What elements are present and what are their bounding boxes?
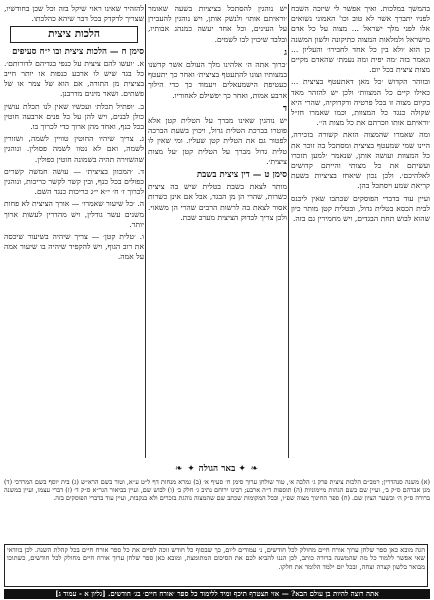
column-left	[4, 4, 144, 458]
column-divider	[288, 4, 289, 458]
section-title-box: הלכות ציצית	[10, 26, 138, 42]
paragraph: ועיין עוד בדברי הפוסקים שכתבו שאין ליכנס לבית הכסא בטלית גדול, ובטלית קטן מותר כיון שהוא לבוש תחת הבגדים, ויש מחמירין גם בזה.	[291, 193, 430, 224]
paragraph: מותר לצאת בשבת בטלית שיש בה ציצית כשרות, שהרי הן מן הבגד, אבל אם אינן כשרות אסור לצאת בה לרשות הרבים שהרי הן משאוי. ולכן צריך לבדוק הציצית מערב שבת.	[148, 182, 287, 222]
paragraph: ׳ברוך אתה ה׳ אלהינו מלך העולם אשר קדשנו במצותיו וצונו להתעטף בציצית׳ ואחר כך יתעטף כעטיפת הישמעאלים ויעמוד כך כדי הילוך ארבע אמות, ואחר כך יפשילם לאחוריו.	[148, 60, 287, 100]
paragraph: א. ׳ועשו להם ציצית על כנפי בגדיהם לדורותם׳. כל בגד שיש לו ארבע כנפות או יותר חייב בציצית מן התורה, אם הוא של צמר או של פשתים. ושאר מינים מדרבנן.	[4, 58, 144, 99]
notice-box: הגה מובא כאן ספר שלחן ערוך אורח חיים מחולק לכל חודשים, נ׳ עמודים ליום, כך שבסוף כל חודש זוכה לסיים את כל ספר אורח חיים בכל קהלת השנה. לכן בוודאי שאי אפשר ללמוד כל מה שהמשנה ברורה כותב, לכן הננו להביא לכם את הסיכום המתומצת, ומובא כאן ספר שלחן ערוך אורח חיים מחולק לכל חודשים, כשתוכו מבואר בלשון קצרה וצחה, ובכל יום ילמד הלומד את חלקו.	[4, 544, 428, 587]
paragraph: יש נוהגין להסתכל בציציות בשעה שאומר ׳וראיתם אותו׳ ולנשק אותן, ויש נוהגין להעבירן על העינים, וכל אחד יעשה כמנהג אבותיו, ובלבד שיכוין לבו לשמים.	[148, 4, 287, 44]
paragraph: ומה שאמרו שהמצוה הזאת קשורה בזכירה, היינו שמי שמעטף בציצית ומסתכל בה זוכר את כל המצוות ועושה אותן, שנאמר ׳למען תזכרו ועשיתם את כל מצותי והייתם קדושים לאלהיכם׳. ולכן נכון שיאחז בציציות בשעת קריאת שמע ויסתכל בהן.	[291, 130, 430, 191]
section-heading: סימן ט — דין ציצית בשבת	[196, 170, 287, 181]
column-divider	[145, 4, 146, 458]
paragraph: ובזוהר הקדוש ׳כל מאן דאתעטף בציצית ... כאילו קיים כל המצוות׳ ולכן יש להזהר מאד בקיום מצוה זו בכל פרטיה ודקדוקיה, שהרי היא שקולה כנגד כל המצוות, וכמו שאמרו חז״ל ׳וראיתם אותו וזכרתם את כל מצות ה׳׳.	[291, 77, 430, 128]
ornament-icon: ❧ ✦	[238, 464, 259, 474]
paragraph: ג. צריך שיהיו החוטין טוויין לשמה, ושזורין לשמה, ואם לא נטוו לשמה פסולין. ונוהגין שהשזירה תהיה בשמונה חוטין כפולין.	[4, 134, 144, 164]
column-right	[291, 4, 430, 458]
be-er-hagolah-header	[4, 463, 430, 475]
bottom-banner: אתה רוצה להיות בן עולם הבא? — אזי תצטרף תיכף ומיד ללימוד כל ספר ׳אורח חיים׳ בג׳ חודשים. [גליון א - עמוד ג]	[4, 589, 430, 599]
paragraph: ד. ׳המכוון בציצית׳ — עושה חמשה קשרים כפולים בכל כנף, ובין קשר לקשר כריכות, ונוהגין לכרוך ז׳ ח׳ י״א י״ג כריכות כנגד השם.	[4, 166, 144, 197]
three-column-body	[4, 4, 430, 458]
ornament-icon: ✦ ❧	[175, 464, 196, 474]
paragraph: בהמשך במלכות. ואיך אפשר לי שיזכה השבח לפניו יתברך אשר לא טוב וכו' האמוני נשואים אלו לפני מלך ישראל ... מצוה על כל אדם מישראל ולמלאות המצוה כתיקונה ולשון המשנה כן הוא ׳ולא בין כל אחד לחבירו׳ והעליון ... ונאמר בזה ׳מה יפית ומה נעמת׳ שהאדם מקיים מצות ציצית בכל יום.	[291, 4, 430, 75]
column-middle	[148, 4, 287, 458]
paragraph: להזהיר שאינו ראוי שיקל בזה וכל שכן בחודשיו, שצריך לדקדק בכל דבר שיהא כהלכתו.	[4, 4, 144, 24]
section-heading: ג	[284, 47, 287, 58]
paragraph: ב. ׳ופתיל תכלת׳ ועכשיו שאין לנו תכלת עושין כולן לבנים, ויש להן על כל פנים ארבעה חוטין בכל כנף, ואחד מהן ארוך כדי לכרוך בו.	[4, 101, 144, 132]
be-er-label: באר הגולה	[198, 464, 236, 474]
section-heading: ד	[282, 103, 287, 114]
footnotes: (א) משנה סנהדרין; רמב״ם הלכות ציצית פרק ג׳ הלכה א׳, טור שולחן ערוך סימן ח׳ סעיף א׳ (ב) גמרא מנחות דף ל״ט ע״א, וטור בשם הרא״ש (ג) בית יוסף בשם המרדכי (ד) מגן אברהם ס״ק ב׳, ועיין שם בשם הגהות מיימוניות (ה) תוספות ד״ה ארבע; רבינו ירוחם נתיב ג׳ חלק ב׳ (ו) לבוש שם, ועיין בביאור הגר״א ס״ק ד׳ (ז) דברי עצמו, ועיין במשנה ברורה ס״ק ה׳ ובשער הציון שם. (ח) ספר החינוך מצוה שפ״ו, ובכל המקומות שכתב שם שהמצוה נוהגת בזכרים ולא בנקבות, ועיין עוד בדברי הפוסקים בזה.	[4, 478, 430, 503]
paragraph: יש נוהגין שאינו מברך על הטלית קטן אלא פוטרו בברכת הטלית גדול, ויכוין בשעת הברכה לפטור גם את הטלית קטן שעליו. ומי שאין לו טלית גדול מברך על הטלית קטן ׳על מצות ציצית׳.	[148, 116, 287, 166]
section-heading: סימן ח — הלכות ציצית ובו י״ח סעיפים	[12, 46, 144, 57]
paragraph: ו. ׳טלית קטן׳ — צריך שיהיה בשיעור שיכסה את רוב הגוף, ויש להקפיד שיהיה בו שיעור אמה על אמה.	[4, 232, 144, 262]
paragraph: ה. ׳כל שיעור שאמרו׳ — אורך הציצית לא פחות משנים עשר גודלין, ויש מהדרין לעשות ארוך יותר.	[4, 199, 144, 229]
document-page	[4, 4, 430, 596]
